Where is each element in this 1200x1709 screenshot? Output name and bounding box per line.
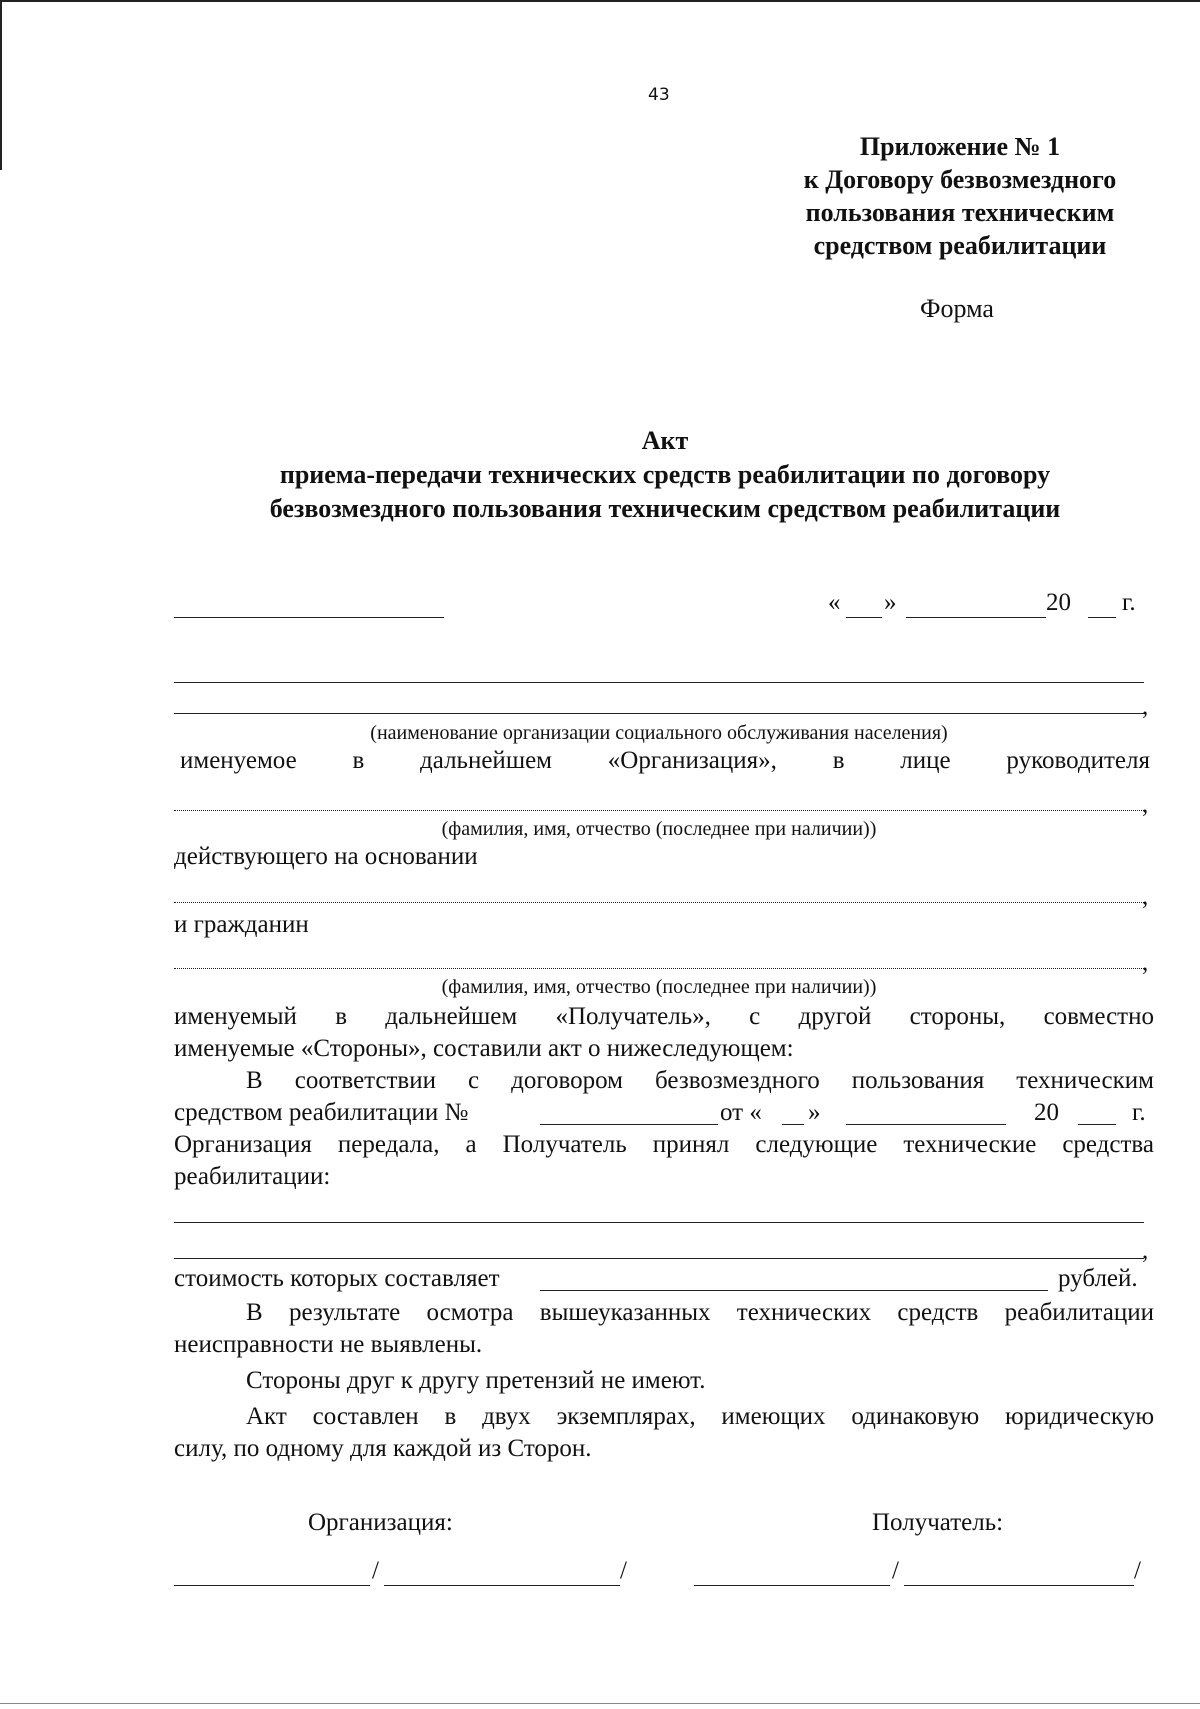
- appendix-title: Приложение № 1: [859, 132, 1061, 161]
- copies-line-1: Акт составлен в двух экземплярах, имеющих одинаковую юридическую: [246, 1403, 1154, 1430]
- word: дальнейшем: [385, 1003, 518, 1030]
- form-label: Форма: [920, 294, 994, 323]
- organization-signature-label: Организация:: [308, 1509, 453, 1536]
- copies-line-2: силу, по одному для каждой из Сторон.: [174, 1435, 592, 1462]
- date-open-quote: «: [828, 589, 841, 616]
- organization-name-field-1[interactable]: [174, 682, 1144, 683]
- word: техническим: [1016, 1067, 1154, 1094]
- word: с: [749, 1003, 761, 1030]
- scan-bottom-edge: [0, 1703, 1200, 1704]
- signature-separator: /: [372, 1557, 379, 1584]
- document-title: [0, 424, 1200, 526]
- word: «Организация»,: [607, 747, 777, 774]
- date-year-field[interactable]: [1088, 617, 1116, 618]
- recipient-signature-field[interactable]: [694, 1585, 890, 1586]
- comma: ,: [1142, 883, 1149, 910]
- title-word: Акт: [641, 426, 689, 455]
- comma: ,: [1142, 791, 1149, 818]
- organization-signature-field[interactable]: [174, 1585, 370, 1586]
- appendix-line: к Договору безвозмездного: [803, 165, 1117, 194]
- word: дальнейшем: [420, 747, 552, 774]
- contract-number-field[interactable]: [540, 1124, 718, 1125]
- organization-name-field-2[interactable]: [174, 713, 1144, 714]
- word: В: [246, 1067, 263, 1094]
- word: с: [468, 1067, 480, 1094]
- organization-caption: (наименование организации социального обслуживания населения): [370, 722, 948, 744]
- no-claims-line: Стороны друг к другу претензий не имеют.: [246, 1367, 706, 1394]
- parties-line: именуемые «Стороны», составили акт о нижеследующем:: [174, 1035, 794, 1062]
- word: договором: [511, 1067, 623, 1094]
- scan-top-edge: [0, 0, 1200, 2]
- contract-from-label: от «: [720, 1099, 762, 1126]
- cost-unit: рублей.: [1058, 1265, 1138, 1292]
- contract-year-field[interactable]: [1078, 1124, 1116, 1125]
- word: пользования: [851, 1067, 985, 1094]
- appendix-header: [770, 130, 1150, 262]
- word: в: [335, 1003, 348, 1030]
- scan-left-edge: [0, 0, 2, 170]
- date-day-field[interactable]: [846, 617, 882, 618]
- place-field[interactable]: [174, 617, 444, 618]
- transfer-line-2: реабилитации:: [174, 1163, 331, 1190]
- cost-label: стоимость которых составляет: [174, 1265, 500, 1292]
- date-month-field[interactable]: [906, 617, 1046, 618]
- organization-name-decoding-field[interactable]: [384, 1585, 620, 1586]
- word: в: [352, 747, 365, 774]
- date-year-suffix: г.: [1122, 589, 1136, 616]
- date-close-quote: »: [884, 589, 897, 616]
- word: в: [832, 747, 845, 774]
- citizen-fio-caption: (фамилия, имя, отчество (последнее при наличии)): [441, 976, 877, 998]
- contract-day-field[interactable]: [782, 1124, 804, 1125]
- signature-separator: /: [892, 1557, 899, 1584]
- title-line-1: приема-передачи технических средств реабилитации по договору: [279, 460, 1051, 489]
- transfer-line: Организация передала, а Получатель принял следующие технические средства: [174, 1131, 1154, 1158]
- signature-separator: /: [620, 1557, 627, 1584]
- word: именуемый: [174, 1003, 297, 1030]
- page-number: 43: [648, 85, 670, 105]
- contract-month-field[interactable]: [846, 1124, 1006, 1125]
- inspection-line-1: В результате осмотра вышеуказанных технических средств реабилитации: [246, 1299, 1154, 1326]
- date-century: 20: [1046, 589, 1071, 616]
- contract-year-suffix: г.: [1132, 1099, 1146, 1126]
- word: «Получатель»,: [555, 1003, 711, 1030]
- citizen-name-field[interactable]: [174, 968, 1144, 969]
- recipient-named-line: [174, 1002, 1154, 1032]
- word: безвозмездного: [655, 1067, 820, 1094]
- contract-line-1: [246, 1066, 1154, 1096]
- appendix-line: средством реабилитации: [813, 231, 1107, 260]
- word: именуемое: [180, 747, 297, 774]
- inspection-line-2: неисправности не выявлены.: [174, 1331, 483, 1358]
- contract-line-2-text: средством реабилитации №: [174, 1099, 469, 1126]
- director-name-field[interactable]: [174, 810, 1144, 811]
- word: руководителя: [1006, 747, 1150, 774]
- organization-named-line: [180, 746, 1150, 776]
- citizen-label: и гражданин: [174, 911, 309, 938]
- recipient-signature-label: Получатель:: [872, 1509, 1004, 1536]
- acting-basis-field[interactable]: [174, 902, 1144, 903]
- acting-basis-label: действующего на основании: [174, 843, 478, 870]
- word: соответствии: [294, 1067, 436, 1094]
- comma: ,: [1142, 949, 1149, 976]
- director-fio-caption: (фамилия, имя, отчество (последнее при наличии)): [441, 818, 877, 840]
- word: лице: [900, 747, 951, 774]
- signature-separator: /: [1134, 1557, 1141, 1584]
- word: другой: [798, 1003, 872, 1030]
- appendix-line: пользования техническим: [805, 198, 1115, 227]
- contract-day-close: »: [808, 1099, 821, 1126]
- word: совместно: [1043, 1003, 1154, 1030]
- cost-field[interactable]: [540, 1290, 1048, 1291]
- contract-century: 20: [1034, 1099, 1059, 1126]
- devices-list-field-1[interactable]: [174, 1222, 1144, 1223]
- devices-list-field-2[interactable]: [174, 1258, 1144, 1259]
- word: стороны,: [909, 1003, 1006, 1030]
- comma: ,: [1142, 1237, 1149, 1264]
- comma: ,: [1142, 693, 1149, 720]
- recipient-name-decoding-field[interactable]: [904, 1585, 1134, 1586]
- title-line-2: безвозмездного пользования техническим средством реабилитации: [269, 494, 1061, 523]
